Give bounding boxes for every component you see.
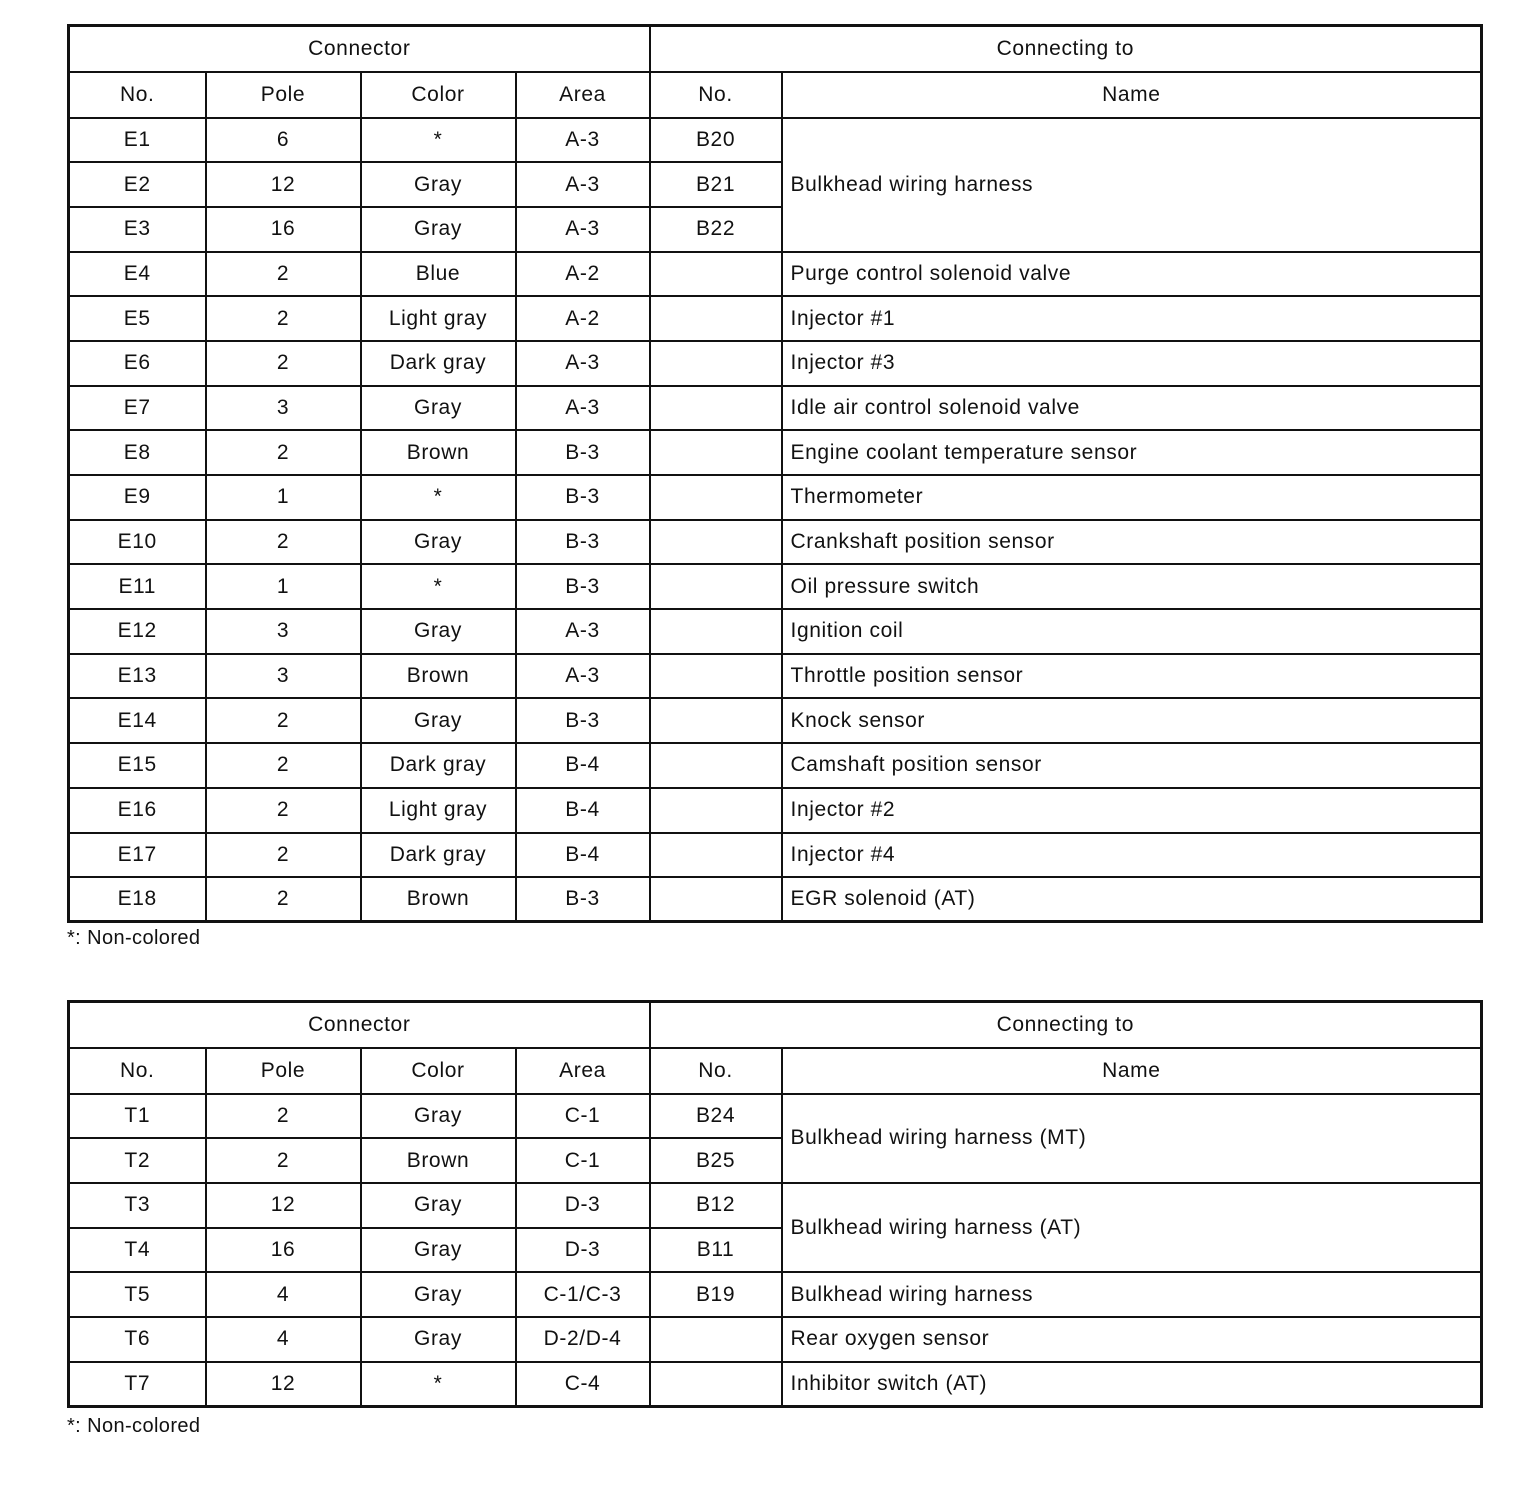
color-cell: Gray — [361, 1094, 516, 1139]
area-cell: B-3 — [516, 564, 650, 609]
connecting-no-cell — [650, 475, 782, 520]
table-row — [69, 341, 1482, 386]
connecting-to-group-header: Connecting to — [650, 26, 1482, 72]
connecting-name-cell: Idle air control solenoid valve — [782, 386, 1482, 431]
connecting-no-cell: B21 — [650, 162, 782, 207]
connector-no-cell: E8 — [69, 430, 206, 475]
table-row — [69, 609, 1482, 654]
table-e-footnote: *: Non-colored — [67, 927, 201, 949]
connector-no-cell: T3 — [69, 1183, 206, 1228]
pole-cell: 3 — [206, 609, 361, 654]
pole-cell: 3 — [206, 654, 361, 699]
color-cell: * — [361, 475, 516, 520]
connecting-no-cell — [650, 564, 782, 609]
connecting-name-cell: Bulkhead wiring harness — [782, 118, 1482, 252]
table-row — [69, 877, 1482, 922]
pole-cell: 3 — [206, 386, 361, 431]
pole-cell: 2 — [206, 1094, 361, 1139]
color-cell: Gray — [361, 1228, 516, 1273]
area-cell: B-3 — [516, 698, 650, 743]
connecting-no-cell — [650, 698, 782, 743]
pole-cell: 2 — [206, 743, 361, 788]
pole-cell: 1 — [206, 564, 361, 609]
connector-table-t — [67, 1000, 1483, 1408]
color-cell: Gray — [361, 609, 516, 654]
connector-no-cell: T4 — [69, 1228, 206, 1273]
pole-cell: 16 — [206, 207, 361, 252]
connector-no-cell: E16 — [69, 788, 206, 833]
connector-no-cell: T2 — [69, 1138, 206, 1183]
pole-cell: 2 — [206, 341, 361, 386]
pole-cell: 2 — [206, 296, 361, 341]
connecting-no-cell — [650, 654, 782, 699]
color-cell: * — [361, 1362, 516, 1407]
connector-no-cell: T1 — [69, 1094, 206, 1139]
connector-no-cell: E3 — [69, 207, 206, 252]
table-row — [69, 1362, 1482, 1407]
column-header: Area — [516, 72, 650, 118]
area-cell: D-3 — [516, 1183, 650, 1228]
column-header: No. — [69, 1048, 206, 1094]
pole-cell: 2 — [206, 1138, 361, 1183]
connecting-name-cell: Camshaft position sensor — [782, 743, 1482, 788]
connecting-name-cell: EGR solenoid (AT) — [782, 877, 1482, 922]
area-cell: B-3 — [516, 430, 650, 475]
connecting-name-cell: Crankshaft position sensor — [782, 520, 1482, 565]
table-row — [69, 430, 1482, 475]
connector-no-cell: T6 — [69, 1317, 206, 1362]
pole-cell: 2 — [206, 788, 361, 833]
table-row — [69, 788, 1482, 833]
connecting-no-cell: B11 — [650, 1228, 782, 1273]
connecting-no-cell: B24 — [650, 1094, 782, 1139]
connector-no-cell: T7 — [69, 1362, 206, 1407]
connecting-no-cell — [650, 296, 782, 341]
table-row — [69, 564, 1482, 609]
column-header: Color — [361, 72, 516, 118]
connecting-no-cell — [650, 520, 782, 565]
connecting-no-cell — [650, 1362, 782, 1407]
connecting-name-cell: Bulkhead wiring harness (MT) — [782, 1094, 1482, 1183]
area-cell: A-3 — [516, 609, 650, 654]
connector-no-cell: E18 — [69, 877, 206, 922]
connecting-no-cell: B19 — [650, 1272, 782, 1317]
table-row — [69, 520, 1482, 565]
connector-no-cell: E2 — [69, 162, 206, 207]
pole-cell: 2 — [206, 520, 361, 565]
connecting-no-cell: B25 — [650, 1138, 782, 1183]
connecting-no-cell — [650, 430, 782, 475]
table-row — [69, 296, 1482, 341]
area-cell: B-4 — [516, 788, 650, 833]
area-cell: A-2 — [516, 252, 650, 297]
connecting-no-cell — [650, 386, 782, 431]
connecting-no-cell — [650, 252, 782, 297]
connector-no-cell: E5 — [69, 296, 206, 341]
connector-no-cell: E7 — [69, 386, 206, 431]
connecting-name-cell: Knock sensor — [782, 698, 1482, 743]
column-header-row — [69, 72, 1482, 118]
connector-group-header: Connector — [69, 1002, 650, 1048]
pole-cell: 12 — [206, 1183, 361, 1228]
color-cell: Gray — [361, 1317, 516, 1362]
connector-no-cell: E9 — [69, 475, 206, 520]
color-cell: Brown — [361, 1138, 516, 1183]
connector-table-e-body — [69, 26, 1482, 922]
connecting-no-cell — [650, 341, 782, 386]
color-cell: Dark gray — [361, 833, 516, 878]
connector-table-t-body — [69, 1002, 1482, 1407]
area-cell: C-1 — [516, 1094, 650, 1139]
connecting-no-cell — [650, 788, 782, 833]
area-cell: C-1 — [516, 1138, 650, 1183]
column-header: No. — [69, 72, 206, 118]
color-cell: Dark gray — [361, 743, 516, 788]
color-cell: Brown — [361, 430, 516, 475]
column-header: Area — [516, 1048, 650, 1094]
area-cell: A-3 — [516, 341, 650, 386]
color-cell: Gray — [361, 1272, 516, 1317]
connecting-no-cell: B20 — [650, 118, 782, 163]
table-row — [69, 1094, 1482, 1139]
connecting-name-cell: Bulkhead wiring harness (AT) — [782, 1183, 1482, 1272]
color-cell: Light gray — [361, 788, 516, 833]
connecting-name-cell: Bulkhead wiring harness — [782, 1272, 1482, 1317]
pole-cell: 2 — [206, 833, 361, 878]
connecting-to-group-header: Connecting to — [650, 1002, 1482, 1048]
table-row — [69, 833, 1482, 878]
table-row — [69, 654, 1482, 699]
connector-table-e — [67, 24, 1483, 923]
area-cell: B-3 — [516, 520, 650, 565]
column-header: Pole — [206, 1048, 361, 1094]
connector-no-cell: E1 — [69, 118, 206, 163]
connector-no-cell: E10 — [69, 520, 206, 565]
connecting-name-cell: Oil pressure switch — [782, 564, 1482, 609]
connector-no-cell: E17 — [69, 833, 206, 878]
column-header: Pole — [206, 72, 361, 118]
pole-cell: 2 — [206, 252, 361, 297]
column-header-row — [69, 1048, 1482, 1094]
area-cell: B-4 — [516, 743, 650, 788]
connector-no-cell: E12 — [69, 609, 206, 654]
connector-no-cell: T5 — [69, 1272, 206, 1317]
pole-cell: 6 — [206, 118, 361, 163]
connecting-name-cell: Inhibitor switch (AT) — [782, 1362, 1482, 1407]
column-header: Color — [361, 1048, 516, 1094]
color-cell: Brown — [361, 877, 516, 922]
connector-group-header: Connector — [69, 26, 650, 72]
pole-cell: 16 — [206, 1228, 361, 1273]
area-cell: A-2 — [516, 296, 650, 341]
area-cell: A-3 — [516, 386, 650, 431]
area-cell: B-4 — [516, 833, 650, 878]
connecting-no-cell — [650, 833, 782, 878]
connecting-name-cell: Injector #3 — [782, 341, 1482, 386]
table-row — [69, 252, 1482, 297]
pole-cell: 2 — [206, 877, 361, 922]
area-cell: A-3 — [516, 207, 650, 252]
area-cell: A-3 — [516, 654, 650, 699]
connecting-name-cell: Rear oxygen sensor — [782, 1317, 1482, 1362]
area-cell: B-3 — [516, 475, 650, 520]
pole-cell: 4 — [206, 1317, 361, 1362]
connecting-no-cell: B12 — [650, 1183, 782, 1228]
group-header-row — [69, 1002, 1482, 1048]
connecting-name-cell: Ignition coil — [782, 609, 1482, 654]
group-header-row — [69, 26, 1482, 72]
connector-no-cell: E14 — [69, 698, 206, 743]
color-cell: Gray — [361, 1183, 516, 1228]
pole-cell: 4 — [206, 1272, 361, 1317]
connector-no-cell: E15 — [69, 743, 206, 788]
connecting-name-cell: Purge control solenoid valve — [782, 252, 1482, 297]
table-row — [69, 475, 1482, 520]
area-cell: C-1/C-3 — [516, 1272, 650, 1317]
connecting-no-cell — [650, 1317, 782, 1362]
pole-cell: 12 — [206, 162, 361, 207]
pole-cell: 1 — [206, 475, 361, 520]
table-row — [69, 743, 1482, 788]
column-header: Name — [782, 1048, 1482, 1094]
pole-cell: 2 — [206, 430, 361, 475]
color-cell: Light gray — [361, 296, 516, 341]
color-cell: Gray — [361, 207, 516, 252]
connector-no-cell: E11 — [69, 564, 206, 609]
table-t-footnote: *: Non-colored — [67, 1415, 201, 1437]
connecting-name-cell: Injector #2 — [782, 788, 1482, 833]
color-cell: Brown — [361, 654, 516, 699]
connecting-name-cell: Engine coolant temperature sensor — [782, 430, 1482, 475]
color-cell: * — [361, 118, 516, 163]
area-cell: B-3 — [516, 877, 650, 922]
connecting-no-cell — [650, 609, 782, 654]
area-cell: C-4 — [516, 1362, 650, 1407]
color-cell: Gray — [361, 520, 516, 565]
color-cell: Gray — [361, 386, 516, 431]
connecting-no-cell — [650, 877, 782, 922]
color-cell: Blue — [361, 252, 516, 297]
connector-no-cell: E13 — [69, 654, 206, 699]
area-cell: A-3 — [516, 162, 650, 207]
connecting-name-cell: Injector #4 — [782, 833, 1482, 878]
color-cell: * — [361, 564, 516, 609]
color-cell: Dark gray — [361, 341, 516, 386]
connecting-name-cell: Thermometer — [782, 475, 1482, 520]
table-row — [69, 1272, 1482, 1317]
area-cell: D-3 — [516, 1228, 650, 1273]
connector-no-cell: E6 — [69, 341, 206, 386]
column-header: No. — [650, 72, 782, 118]
table-row — [69, 698, 1482, 743]
area-cell: D-2/D-4 — [516, 1317, 650, 1362]
table-row — [69, 1183, 1482, 1228]
connecting-name-cell: Throttle position sensor — [782, 654, 1482, 699]
column-header: Name — [782, 72, 1482, 118]
table-row — [69, 386, 1482, 431]
color-cell: Gray — [361, 162, 516, 207]
table-row — [69, 118, 1482, 163]
pole-cell: 2 — [206, 698, 361, 743]
area-cell: A-3 — [516, 118, 650, 163]
pole-cell: 12 — [206, 1362, 361, 1407]
column-header: No. — [650, 1048, 782, 1094]
connecting-no-cell: B22 — [650, 207, 782, 252]
connector-no-cell: E4 — [69, 252, 206, 297]
connecting-no-cell — [650, 743, 782, 788]
table-row — [69, 1317, 1482, 1362]
connecting-name-cell: Injector #1 — [782, 296, 1482, 341]
color-cell: Gray — [361, 698, 516, 743]
